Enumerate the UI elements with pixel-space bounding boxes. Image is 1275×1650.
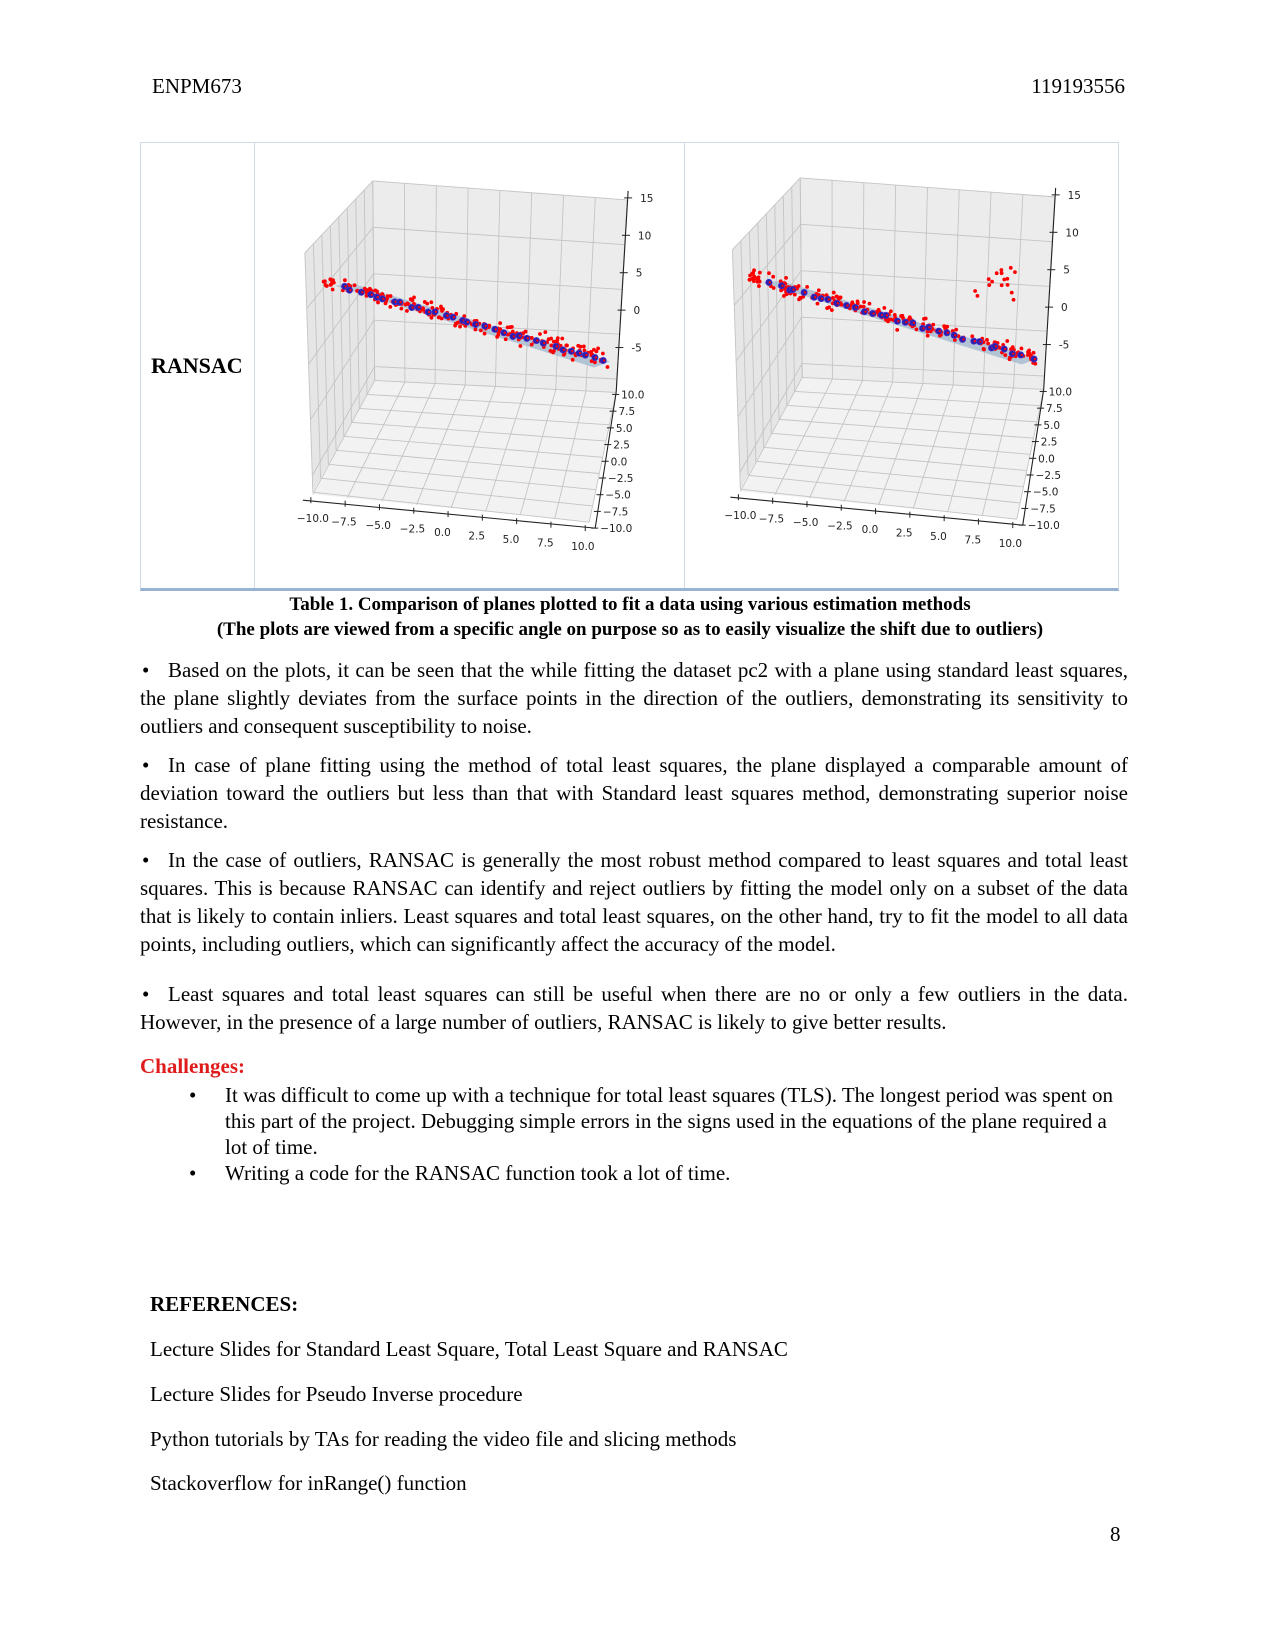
data-point (756, 280, 760, 284)
data-point (1032, 351, 1036, 355)
data-point (837, 302, 839, 304)
z-tick-label: 5 (1063, 264, 1070, 277)
paragraph-text: In case of plane fitting using the method of total least squares, the plane displayed a comparable amount of deviation toward the outliers but less than that with Standard least squares method, demonstrating superior noise resistance. (140, 753, 1128, 833)
data-point (376, 301, 380, 305)
data-point (767, 271, 771, 275)
data-point (926, 334, 930, 338)
data-point (954, 334, 956, 336)
data-point (979, 340, 981, 342)
data-point (429, 300, 433, 304)
data-point (1026, 353, 1030, 357)
data-point (399, 307, 403, 311)
y-tick-label: 10.0 (621, 389, 645, 402)
x-tick-label: 7.5 (536, 537, 554, 550)
paragraph-text: In the case of outliers, RANSAC is generally the most robust method compared to least squares and total least squares. This is because RANSAC can identify and reject outliers by fitting the model only on a subset of the data that is likely to contain inliers. Least squares and total least squares, on the other hand, try to fit the model to all data points, including outliers, which can significantly affect the accuracy of the model. (140, 848, 1128, 956)
x-tick-label: 2.5 (895, 527, 913, 540)
y-tick-label: 7.5 (618, 406, 636, 419)
reference-item: Lecture Slides for Standard Least Square, Total Least Square and RANSAC (150, 1337, 788, 1361)
data-point (595, 350, 599, 354)
data-point (388, 305, 392, 309)
data-point (862, 305, 866, 309)
data-point (995, 345, 997, 347)
paragraph-text: Least squares and total least squares can still be useful when there are no or only a few outliers in the data. However, in the presence of a large number of outliers, RANSAC is likely to give better results. (140, 982, 1128, 1034)
outlier-point (1000, 283, 1004, 287)
data-point (412, 306, 414, 308)
data-point (399, 301, 401, 303)
row-label: RANSAC (151, 353, 243, 378)
data-point (430, 316, 434, 320)
data-point (771, 275, 775, 279)
x-tick-label: −10.0 (296, 513, 329, 526)
data-point (556, 345, 558, 347)
header-student-id: 119193556 (1031, 74, 1125, 98)
x-tick-label: −5.0 (792, 517, 819, 530)
data-point (882, 306, 886, 310)
y-tick-label: −10.0 (1027, 520, 1060, 533)
data-point (453, 324, 457, 328)
data-point (571, 358, 575, 362)
data-point (453, 316, 455, 318)
data-point (846, 304, 848, 306)
bullet-icon: • (189, 1083, 197, 1107)
challenges-heading: Challenges: (140, 1054, 245, 1078)
outlier-point (987, 283, 991, 287)
data-point (769, 281, 771, 283)
data-point (513, 335, 515, 337)
outlier-point (976, 294, 980, 298)
data-point (825, 306, 829, 310)
comparison-table (140, 142, 1119, 591)
challenge-item (185, 1160, 1115, 1186)
y-tick-label: 2.5 (613, 439, 630, 452)
z-tick-label: 15 (640, 192, 654, 205)
body-paragraph-4 (140, 980, 1128, 1036)
data-point (483, 332, 487, 336)
z-tick-label: 10 (1065, 227, 1079, 240)
reference-item: Python tutorials by TAs for reading the video file and slicing methods (150, 1427, 737, 1451)
data-point (855, 306, 857, 308)
table-caption-note: (The plots are viewed from a specific angle on purpose so as to easily visualize the shift due to outliers) (216, 619, 1044, 640)
data-point (862, 300, 866, 304)
data-point (832, 291, 836, 295)
data-point (582, 345, 586, 349)
z-tick-label: 15 (1067, 189, 1081, 202)
x-tick-label: −2.5 (399, 523, 426, 536)
data-point (543, 342, 545, 344)
data-point (536, 339, 538, 341)
outlier-point (987, 277, 991, 281)
data-point (428, 311, 430, 313)
data-point (797, 297, 801, 301)
data-point (361, 291, 363, 293)
bullet-icon: • (142, 982, 150, 1006)
data-point (1004, 348, 1006, 350)
data-point (1005, 339, 1009, 343)
data-point (473, 328, 477, 332)
y-tick-label: −5.0 (605, 489, 631, 502)
data-point (603, 359, 605, 361)
data-point (331, 278, 335, 282)
data-point (928, 326, 930, 328)
data-point (797, 284, 801, 288)
data-point (446, 314, 448, 316)
y-tick-label: −5.0 (1032, 486, 1059, 499)
x-tick-label: 5.0 (930, 531, 947, 544)
data-point (595, 356, 597, 358)
data-point (549, 349, 553, 353)
x-tick-label: −7.5 (331, 516, 357, 529)
outlier-point (1010, 291, 1014, 295)
data-point (945, 325, 949, 329)
data-point (373, 288, 377, 292)
bullet-icon: • (142, 848, 150, 872)
data-point (504, 332, 506, 334)
data-point (839, 296, 843, 300)
data-point (475, 323, 477, 325)
data-point (435, 311, 437, 313)
body-paragraph-3 (140, 846, 1128, 958)
y-tick-label: 10.0 (1048, 386, 1072, 399)
outlier-point (1009, 266, 1013, 270)
bullet-icon: • (189, 1161, 197, 1185)
y-tick-label: −7.5 (1030, 503, 1056, 516)
challenges-list (185, 1082, 1115, 1186)
data-point (784, 276, 788, 280)
data-point (549, 337, 553, 341)
x-tick-label: −7.5 (758, 513, 785, 526)
data-point (585, 354, 587, 356)
x-tick-label: −5.0 (365, 520, 391, 533)
x-tick-label: 0.0 (861, 524, 879, 537)
z-tick-label: 0 (1061, 302, 1068, 315)
data-point (755, 276, 759, 280)
data-point (748, 278, 752, 282)
outlier-point (973, 289, 977, 293)
data-point (606, 365, 610, 369)
x-tick-label: 10.0 (998, 538, 1023, 551)
data-point (886, 314, 888, 316)
outlier-point (1013, 270, 1017, 274)
data-point (895, 328, 899, 332)
data-point (563, 349, 565, 351)
data-point (349, 289, 351, 291)
data-point (915, 327, 919, 331)
outlier-point (1012, 298, 1016, 302)
outlier-point (995, 271, 999, 275)
data-point (1003, 353, 1007, 357)
bullet-icon: • (142, 753, 150, 777)
x-tick-label: 2.5 (468, 530, 486, 543)
x-tick-label: −10.0 (724, 510, 757, 523)
y-tick-label: 7.5 (1046, 403, 1063, 416)
data-point (868, 302, 872, 306)
data-point (377, 296, 379, 298)
data-point (571, 350, 573, 352)
data-point (538, 332, 542, 336)
outlier-point (1002, 278, 1006, 282)
data-point (986, 342, 990, 346)
data-point (589, 350, 593, 354)
data-point (804, 291, 806, 293)
data-point (793, 293, 797, 297)
data-point (405, 309, 409, 313)
data-point (576, 344, 580, 348)
data-point (382, 298, 384, 300)
data-point (1020, 347, 1024, 351)
bullet-icon: • (142, 658, 150, 682)
x-tick-label: 0.0 (434, 527, 451, 540)
data-point (985, 338, 989, 342)
z-tick-label: -5 (631, 342, 642, 355)
scatter-3d-plot-2 (685, 143, 1118, 588)
data-point (456, 321, 460, 325)
z-tick-label: -5 (1058, 339, 1070, 352)
data-point (439, 306, 443, 310)
data-point (425, 302, 429, 306)
reference-item: Lecture Slides for Pseudo Inverse procedure (150, 1382, 523, 1406)
data-point (905, 321, 907, 323)
plot-cell-1 (255, 143, 685, 588)
data-point (758, 271, 762, 275)
data-point (344, 285, 346, 287)
challenge-text: It was difficult to come up with a technique for total least squares (TLS). The longest period was spent on this part of the project. Debugging simple errors in the signs used in the equations of the plane required a lot of time. (225, 1083, 1114, 1159)
data-point (922, 327, 924, 329)
data-point (864, 311, 866, 313)
data-point (565, 344, 569, 348)
y-tick-label: −2.5 (608, 472, 634, 485)
y-tick-label: −7.5 (602, 506, 629, 519)
data-point (343, 278, 347, 282)
data-point (498, 321, 502, 325)
data-point (913, 322, 915, 324)
data-point (458, 325, 462, 329)
data-point (353, 283, 357, 287)
reference-item: Stackoverflow for inRange() function (150, 1471, 467, 1495)
body-paragraph-1 (140, 656, 1128, 740)
data-point (1012, 353, 1014, 355)
data-point (835, 294, 839, 298)
x-tick-label: 10.0 (571, 541, 595, 554)
data-point (1027, 348, 1031, 352)
table-caption-title: Table 1. Comparison of planes plotted to fit a data using various estimation methods (289, 594, 971, 615)
data-point (962, 338, 964, 340)
page-number: 8 (1110, 1522, 1121, 1546)
data-point (437, 315, 441, 319)
data-point (325, 284, 329, 288)
x-tick-label: −2.5 (827, 520, 853, 533)
data-point (560, 337, 564, 341)
header-course: ENPM673 (152, 74, 242, 98)
y-tick-label: 0.0 (610, 456, 628, 469)
data-point (518, 344, 522, 348)
data-point (757, 284, 761, 288)
y-tick-label: −2.5 (1035, 469, 1061, 482)
data-point (418, 306, 420, 308)
data-point (954, 328, 958, 332)
data-point (485, 325, 487, 327)
body-paragraph-2 (140, 751, 1128, 835)
data-point (371, 293, 373, 295)
y-tick-label: 2.5 (1040, 436, 1058, 449)
challenge-text: Writing a code for the RANSAC function took a lot of time. (225, 1161, 731, 1185)
data-point (901, 314, 905, 318)
y-tick-label: 0.0 (1038, 453, 1055, 466)
data-point (504, 337, 508, 341)
data-point (805, 285, 809, 289)
data-point (579, 352, 581, 354)
data-point (752, 268, 756, 272)
data-point (467, 321, 469, 323)
data-point (411, 298, 415, 302)
data-point (821, 297, 823, 299)
data-point (1008, 357, 1012, 361)
data-point (817, 288, 821, 292)
data-point (322, 280, 326, 284)
y-tick-label: 5.0 (1043, 419, 1061, 432)
data-point (527, 337, 529, 339)
data-point (922, 317, 926, 321)
z-tick-label: 0 (633, 305, 641, 318)
data-point (601, 352, 605, 356)
data-point (872, 312, 874, 314)
data-point (793, 288, 795, 290)
data-point (543, 330, 547, 334)
data-point (886, 320, 890, 324)
data-point (947, 332, 949, 334)
data-point (530, 343, 534, 347)
data-point (828, 298, 830, 300)
plot-group (724, 178, 1081, 550)
data-point (939, 330, 941, 332)
x-tick-label: 5.0 (502, 534, 520, 547)
y-tick-label: −10.0 (600, 523, 633, 536)
data-point (830, 308, 834, 312)
scatter-3d-plot-1 (255, 143, 684, 588)
data-point (831, 296, 835, 300)
data-point (974, 340, 976, 342)
data-point (329, 283, 333, 287)
data-point (814, 296, 816, 298)
plot-group (297, 181, 654, 553)
data-point (389, 294, 393, 298)
data-point (495, 328, 497, 330)
data-point (781, 285, 783, 287)
data-point (982, 347, 986, 351)
references-heading: REFERENCES: (150, 1292, 299, 1316)
data-point (752, 279, 756, 283)
data-point (970, 334, 974, 338)
data-point (782, 294, 786, 298)
data-point (479, 328, 483, 332)
data-point (1021, 354, 1023, 356)
x-tick-label: 7.5 (964, 534, 982, 547)
data-point (1034, 358, 1036, 360)
data-point (508, 325, 512, 329)
outlier-point (999, 268, 1003, 272)
table-row-label-cell (141, 143, 255, 588)
data-point (331, 288, 335, 292)
data-point (897, 320, 899, 322)
y-tick-label: 5.0 (615, 422, 633, 435)
challenge-item (185, 1082, 1115, 1160)
paragraph-text: Based on the plots, it can be seen that the while fitting the dataset pc2 with a plane using standard least squares, the plane slightly deviates from the surface points in the direction of the outliers, demonstrating its sensitivity to outliers and consequent susceptibility to noise. (140, 658, 1128, 738)
data-point (404, 303, 408, 307)
outlier-point (1006, 283, 1010, 287)
plot-cell-2 (685, 143, 1118, 588)
outlier-point (990, 280, 994, 284)
data-point (519, 334, 521, 336)
z-tick-label: 10 (637, 230, 652, 243)
data-point (816, 302, 820, 306)
z-tick-label: 5 (635, 267, 643, 280)
